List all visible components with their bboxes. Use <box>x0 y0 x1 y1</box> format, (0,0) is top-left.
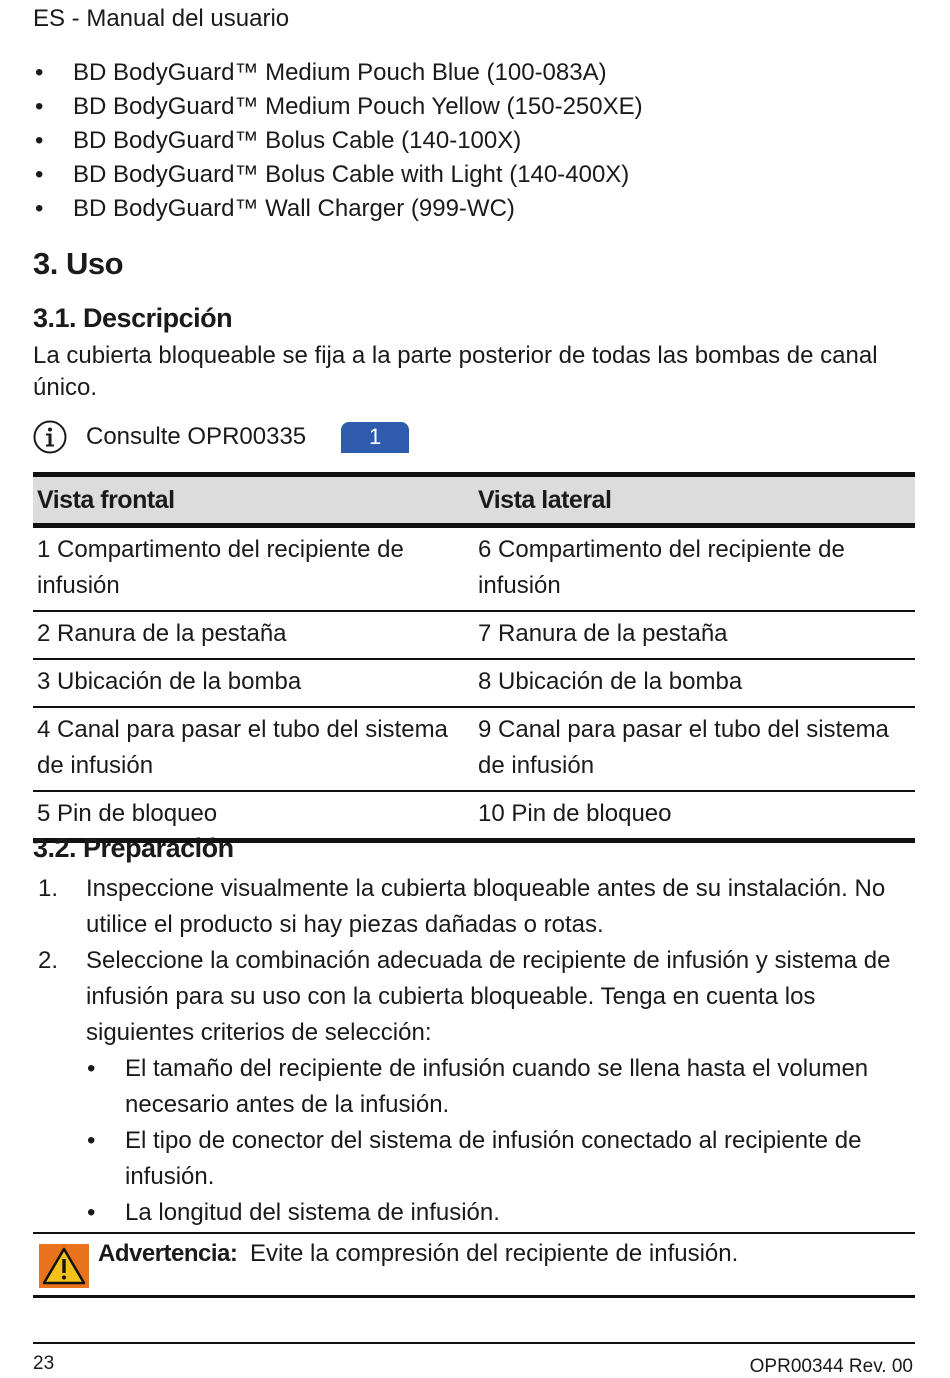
list-item: • BD BodyGuard™ Bolus Cable (140-100X) <box>33 124 913 158</box>
consult-reference <box>33 417 409 457</box>
column-header-front-view: Vista frontal <box>33 475 474 526</box>
column-header-side-view: Vista lateral <box>474 475 915 526</box>
table-row <box>33 611 915 659</box>
warning-label: Advertencia: <box>98 1240 238 1267</box>
preparation-steps <box>33 871 913 1231</box>
accessories-list <box>33 56 913 226</box>
list-item: • El tipo de conector del sistema de infusión conectado al recipiente de infusión. <box>86 1123 913 1195</box>
list-item: • La longitud del sistema de infusión. <box>86 1195 913 1231</box>
page-number: 23 <box>33 1353 55 1374</box>
figure-tab-badge: 1 <box>341 422 409 453</box>
table-cell: 10 Pin de bloqueo <box>474 791 915 841</box>
list-item: • BD BodyGuard™ Wall Charger (999-WC) <box>33 192 913 226</box>
table-cell: 1 Compartimento del recipiente de infusión <box>33 526 474 612</box>
list-item: • BD BodyGuard™ Medium Pouch Blue (100-083A) <box>33 56 913 90</box>
list-item: • El tamaño del recipiente de infusión cuando se llena hasta el volumen necesario antes de la infusión. <box>86 1051 913 1123</box>
consult-text: Consulte OPR00335 <box>86 423 307 450</box>
table-cell: 7 Ranura de la pestaña <box>474 611 915 659</box>
table-cell: 8 Ubicación de la bomba <box>474 659 915 707</box>
description-heading: 3.1. Descripción <box>33 303 233 333</box>
section-title: 3. Uso <box>33 246 124 281</box>
step-number: 1. <box>38 875 59 902</box>
table-cell: 6 Compartimento del recipiente de infusión <box>474 526 915 612</box>
warning-icon <box>39 1244 89 1288</box>
list-item: • BD BodyGuard™ Bolus Cable with Light (140-400X) <box>33 158 913 192</box>
running-header: ES - Manual del usuario <box>33 5 290 32</box>
table-header-row <box>33 475 915 526</box>
step-text: Seleccione la combinación adecuada de recipiente de infusión y sistema de infusión para su uso con la cubierta bloqueable. Tenga en cuenta los siguientes criterios de selección: <box>86 947 891 1046</box>
preparation-heading: 3.2. Preparación <box>33 833 234 863</box>
footer-divider <box>33 1342 915 1344</box>
table-cell: 4 Canal para pasar el tubo del sistema de infusión <box>33 707 474 791</box>
list-item: • BD BodyGuard™ Medium Pouch Yellow (150-250XE) <box>33 90 913 124</box>
step-item <box>33 871 913 943</box>
step-text: Inspeccione visualmente la cubierta bloqueable antes de su instalación. No utilice el producto si hay piezas dañadas o rotas. <box>86 875 886 938</box>
document-reference: OPR00344 Rev. 00 <box>749 1356 913 1377</box>
criteria-list <box>86 1051 913 1231</box>
table-row <box>33 526 915 612</box>
table-row <box>33 659 915 707</box>
info-icon <box>33 420 67 454</box>
table-cell: 5 Pin de bloqueo <box>33 791 474 841</box>
table-cell: 9 Canal para pasar el tubo del sistema de infusión <box>474 707 915 791</box>
description-text: La cubierta bloqueable se fija a la parte posterior de todas las bombas de canal único. <box>33 342 878 401</box>
warning-text: Evite la compresión del recipiente de infusión. <box>250 1240 739 1267</box>
warning-box <box>33 1232 915 1298</box>
table-row <box>33 707 915 791</box>
step-number: 2. <box>38 947 59 974</box>
table-cell: 3 Ubicación de la bomba <box>33 659 474 707</box>
table-cell: 2 Ranura de la pestaña <box>33 611 474 659</box>
step-item <box>33 943 913 1231</box>
parts-table <box>33 472 915 843</box>
